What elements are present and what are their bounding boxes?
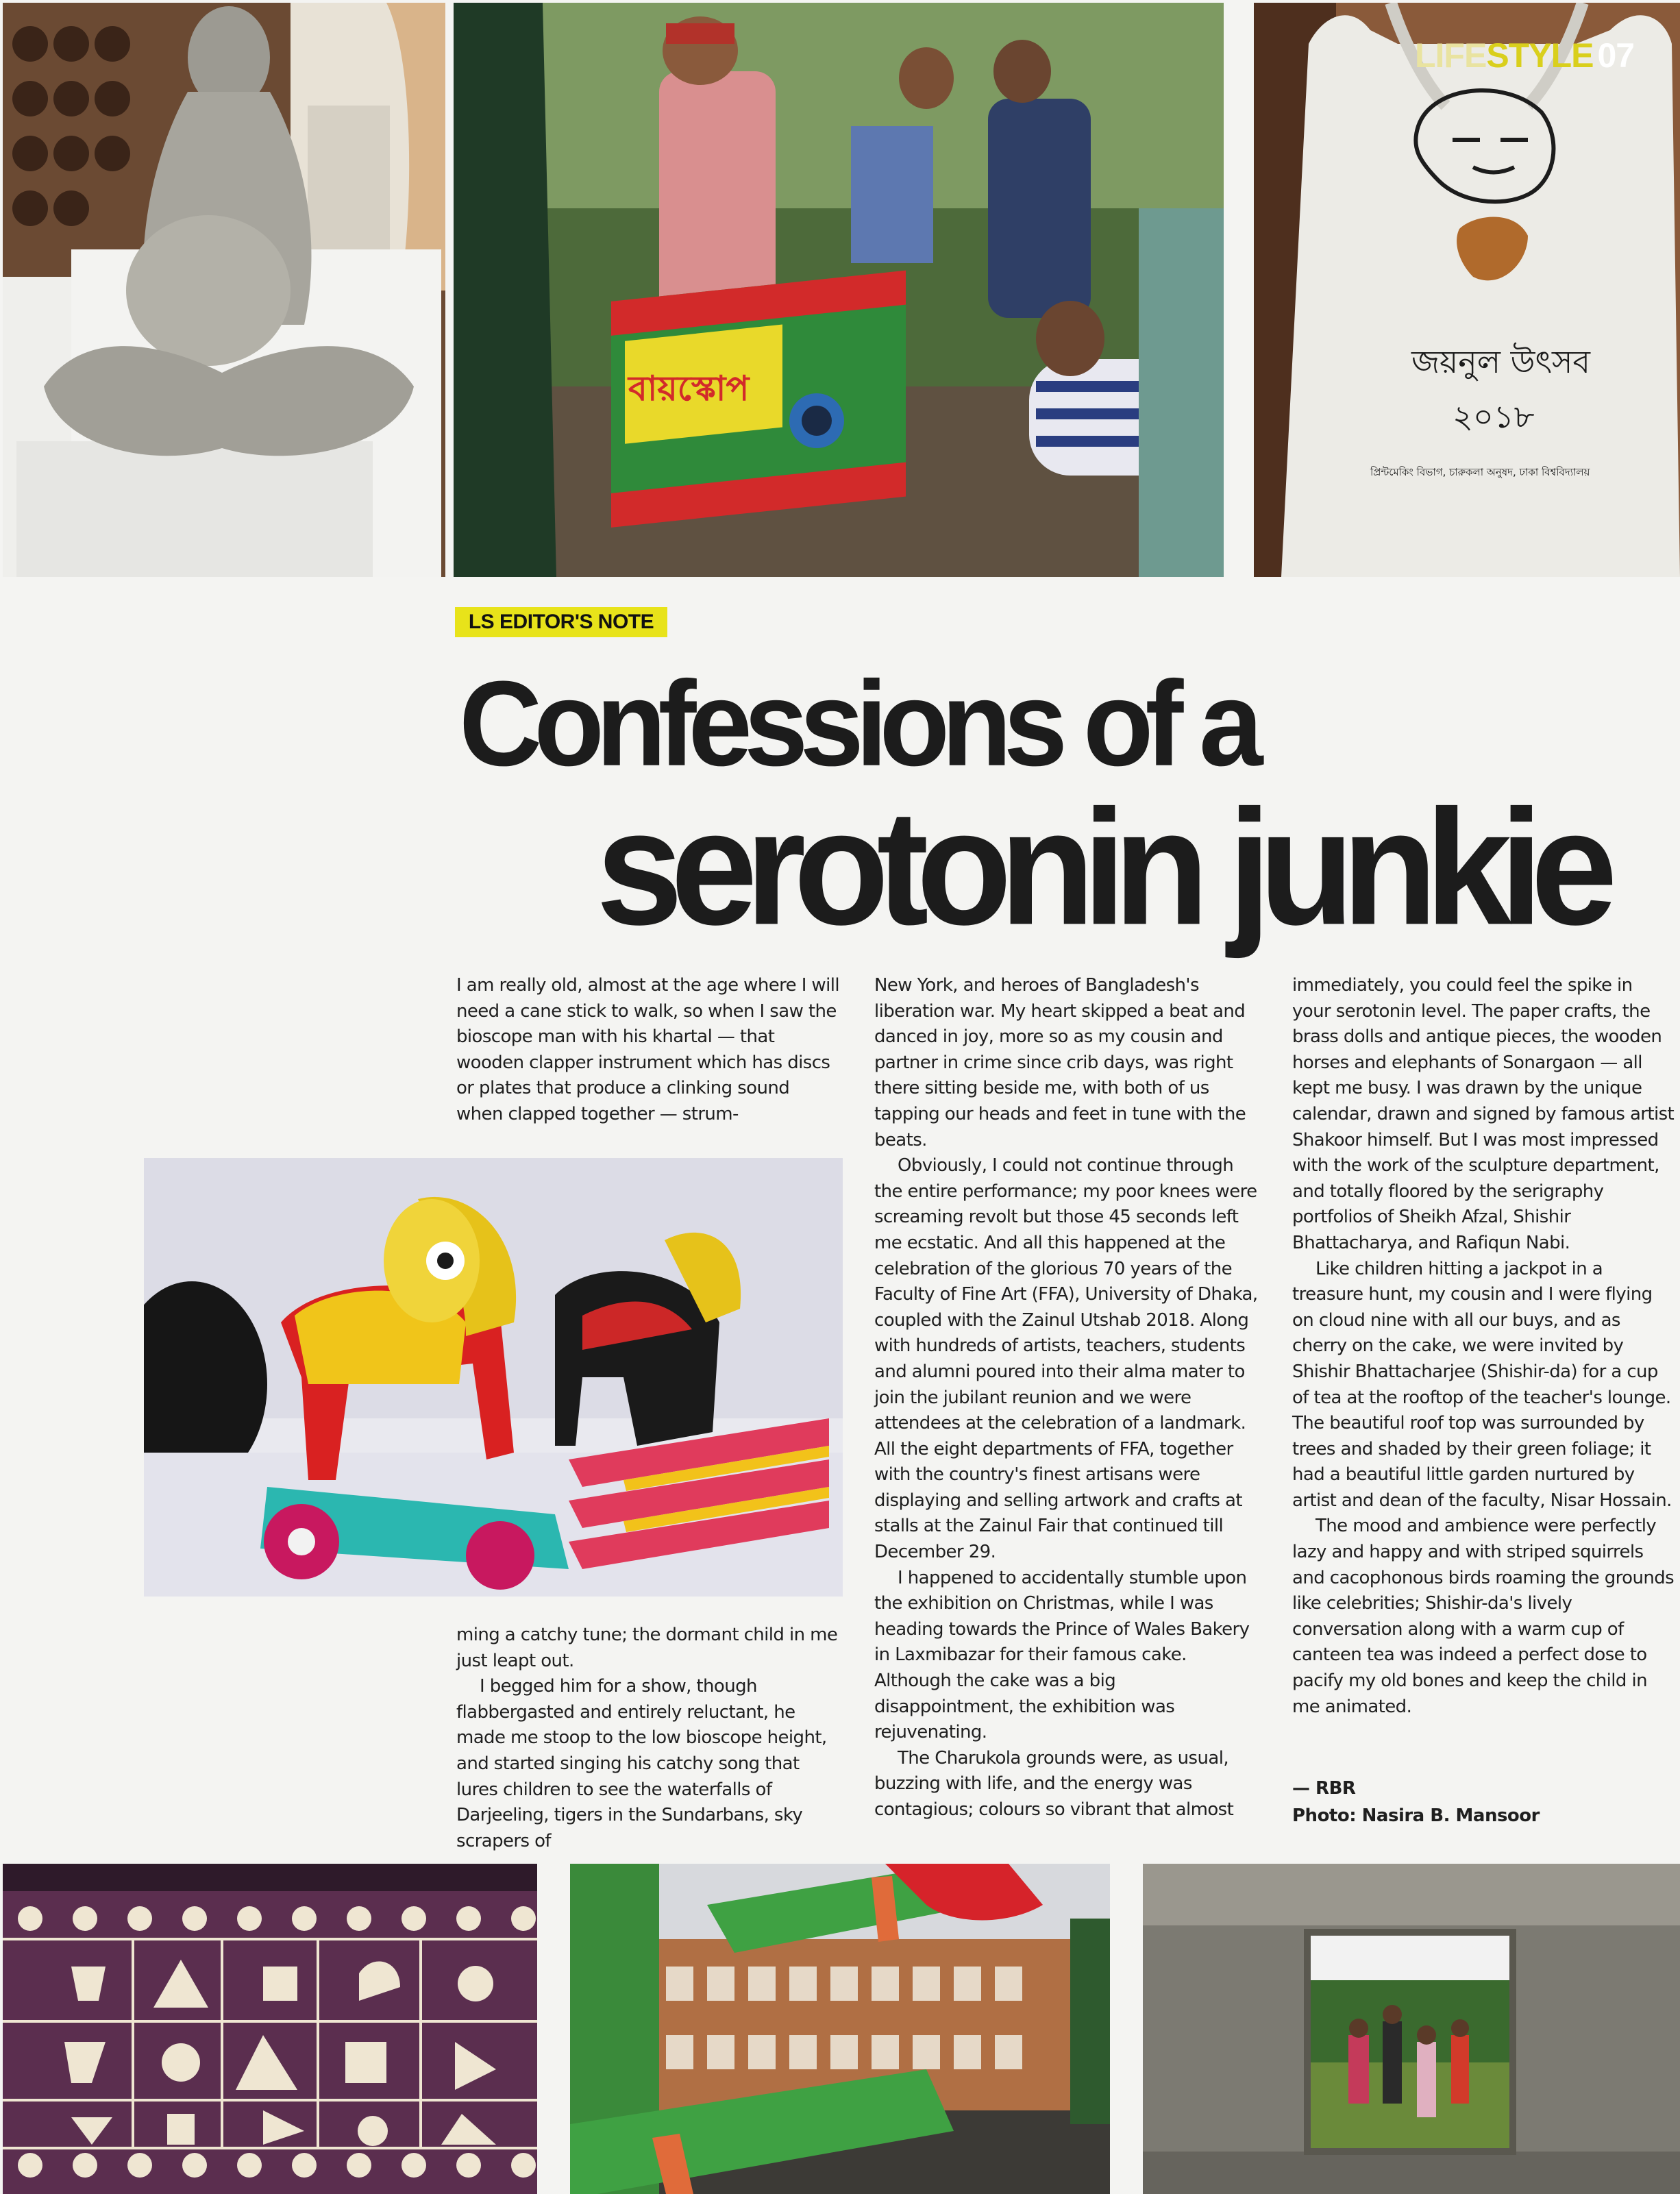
headline-line-2: serotonin junkie [596,776,1605,959]
headline-line-1: Confessions of a [459,656,1255,791]
masthead-life: LIFE [1415,36,1487,75]
photo-sculpture [3,3,445,577]
page-number: 07 [1597,36,1635,75]
paragraph: New York, and heroes of Bangladesh's liberation war. My heart skipped a beat and danced in joy, more so as my cousin and partner in crime since crib days, was right there sitting beside me, with both of us tapping our heads and feet in tune with the beats. [874,975,1246,1150]
photo-textile [3,1864,537,2194]
masthead-style: STYLE [1486,36,1594,75]
bioscope-sign-text: বায়স্কোপ [628,369,750,408]
paragraph: The Charukola grounds were, as usual, buzzing with life, and the energy was contagious; colours so vibrant that almost [874,1747,1234,1820]
photo-tote-bag [1254,3,1680,577]
paragraph: I begged him for a show, though flabbergasted and entirely reluctant, he made me stoop to the low bioscope height, and started singing his catchy song that lures children to see the waterfalls of Darjeeling, tigers in the Sundarbans, sky scrapers of [456,1676,827,1851]
photo-credit: Photo: Nasira B. Mansoor [1292,1805,1540,1826]
paragraph: I happened to accidentally stumble upon the exhibition on Christmas, while I was heading towards the Prince of Wales Bakery in Laxmibazar for their famous cake. Although the cake was a big disappointment, the exhibition was rejuvenating. [874,1567,1250,1743]
photo-wooden-horses [144,1158,843,1597]
author-credit: — RBR [1292,1778,1356,1799]
masthead [1415,36,1634,75]
photo-window-view [1143,1864,1680,2194]
paragraph: immediately, you could feel the spike in your serotonin level. The paper crafts, the brass dolls and antique pieces, the wooden horses and elephants of Sonargaon — all kept me busy. I was drawn by the unique calendar, drawn and signed by famous artist Shakoor himself. But I was most impressed with the work of the sculpture department, and totally floored by the serigraphy portfolios of Sheikh Afzal, Shishir Bhattacharya, and Rafiqun Nabi. [1292,975,1675,1253]
paragraph: Obviously, I could not continue through the entire performance; my poor knees were screaming revolt but those 45 seconds left me ecstatic. And all this happened at the celebration of the glorious 70 years of the Faculty of Fine Art (FFA), University of Dhaka, coupled with the Zainul Utshab 2018. Along with hundreds of artists, teachers, students and alumni poured into their alma mater to join the jubilant reunion and we were attendees at the celebration of a landmark. All the eight departments of FFA, together with the country's finest artisans were displaying and selling artwork and crafts at stalls at the Zainul Fair that continued till December 29. [874,1155,1258,1563]
section-tag: LS EDITOR'S NOTE [455,607,667,637]
photo-campus-building [570,1864,1110,2194]
paragraph: The mood and ambience were perfectly lazy and happy and with striped squirrels and cacophonous birds roaming the grounds like celebrities; Shishir-da's lively conversation along with a warm cup of canteen tea was indeed a perfect dose to pacify my old bones and keep the child in me animated. [1292,1516,1675,1717]
paragraph: Like children hitting a jackpot in a treasure hunt, my cousin and I were flying on cloud nine with all our buys, and as cherry on the cake, we were invited by Shishir Bhattacharjee (Shishir-da) for a cup of tea at the rooftop of the teacher's lounge. The beautiful roof top was surrounded by trees and shaded by their green foliage; it had a beautiful little garden nurtured by artist and dean of the faculty, Nisar Hossain. [1292,1258,1672,1511]
bag-text-year: ২০১৮ [1453,398,1535,435]
bag-text-department: প্রিন্টমেকিং বিভাগ, চারুকলা অনুষদ, ঢাকা বিশ্ববিদ্যালয় [1370,466,1590,478]
bag-text-title: জয়নুল উৎসব [1411,343,1591,380]
paragraph: ming a catchy tune; the dormant child in me just leapt out. [456,1625,838,1671]
photo-bioscope [454,3,1224,577]
article-column-2 [874,973,1258,1823]
article-column-3 [1292,973,1676,1720]
article-column-1-bottom [456,1623,840,1854]
article-column-1-top [456,973,840,1128]
credit-block [1292,1775,1540,1829]
paragraph: I am really old, almost at the age where I will need a cane stick to walk, so when I saw the bioscope man with his khartal — that wooden clapper instrument which has discs or plates that produce a clinking sound when clapped together — strum- [456,975,839,1124]
